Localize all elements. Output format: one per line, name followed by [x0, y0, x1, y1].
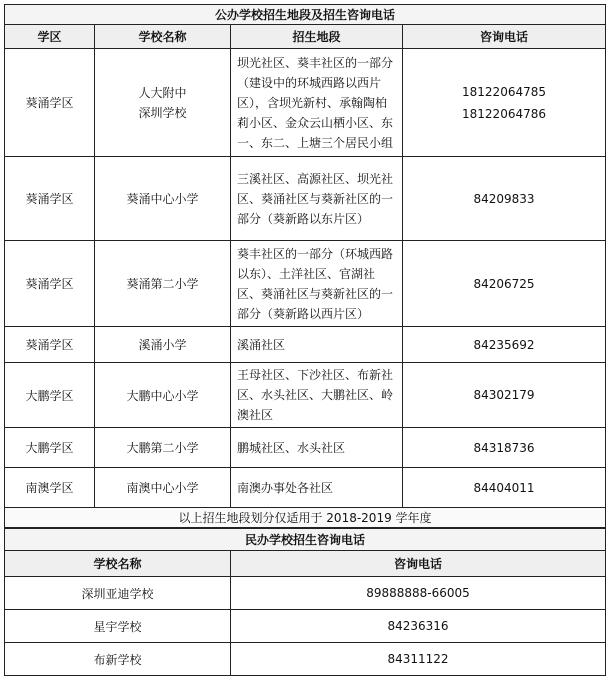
header-phone: 咨询电话: [403, 25, 606, 49]
district-cell: 葵涌学区: [5, 327, 95, 363]
table-row: [5, 428, 606, 468]
area-cell: 三溪社区、高源社区、坝光社区、葵涌社区与葵新社区的一部分（葵新路以东片区）: [231, 157, 403, 241]
header-private-school: 学校名称: [5, 551, 231, 577]
school-cell: 大鹏中心小学: [95, 363, 231, 428]
table-row: [5, 49, 606, 157]
school-cell: 南澳中心小学: [95, 468, 231, 508]
header-district: 学区: [5, 25, 95, 49]
phone-cell: 84404011: [403, 468, 606, 508]
public-schools-table: [4, 4, 606, 528]
private-school-cell: 深圳亚迪学校: [5, 577, 231, 610]
table-row: [5, 241, 606, 327]
phone-cell: 18122064785 18122064786: [403, 49, 606, 157]
table-row: [5, 610, 606, 643]
private-school-cell: 布新学校: [5, 643, 231, 676]
school-cell: 葵涌中心小学: [95, 157, 231, 241]
school-cell: 人大附中 深圳学校: [95, 49, 231, 157]
phone-cell: 84235692: [403, 327, 606, 363]
area-cell: 葵丰社区的一部分（环城西路以东）、土洋社区、官湖社区、葵涌社区与葵新社区的一部分（葵新路以西片区）: [231, 241, 403, 327]
school-cell: 葵涌第二小学: [95, 241, 231, 327]
header-area: 招生地段: [231, 25, 403, 49]
phone-cell: 84302179: [403, 363, 606, 428]
district-cell: 南澳学区: [5, 468, 95, 508]
table-row: [5, 327, 606, 363]
public-table-title: 公办学校招生地段及招生咨询电话: [5, 5, 606, 25]
district-cell: 葵涌学区: [5, 49, 95, 157]
phone-cell: 84209833: [403, 157, 606, 241]
district-cell: 大鹏学区: [5, 363, 95, 428]
header-school: 学校名称: [95, 25, 231, 49]
table-row: [5, 577, 606, 610]
district-cell: 大鹏学区: [5, 428, 95, 468]
school-cell: 溪涌小学: [95, 327, 231, 363]
area-cell: 坝光社区、葵丰社区的一部分（建设中的环城西路以西片区），含坝光新村、承翰陶柏莉小区、金众云山栖小区、东一、东二、上塘三个居民小组: [231, 49, 403, 157]
private-phone-cell: 84311122: [231, 643, 606, 676]
area-cell: 南澳办事处各社区: [231, 468, 403, 508]
school-cell: 大鹏第二小学: [95, 428, 231, 468]
area-cell: 王母社区、下沙社区、布新社区、水头社区、大鹏社区、岭澳社区: [231, 363, 403, 428]
area-cell: 溪涌社区: [231, 327, 403, 363]
header-private-phone: 咨询电话: [231, 551, 606, 577]
table-row: [5, 363, 606, 428]
private-school-cell: 星宇学校: [5, 610, 231, 643]
area-cell: 鹏城社区、水头社区: [231, 428, 403, 468]
district-cell: 葵涌学区: [5, 157, 95, 241]
table-row: [5, 468, 606, 508]
table-row: [5, 157, 606, 241]
phone-cell: 84206725: [403, 241, 606, 327]
private-phone-cell: 89888888-66005: [231, 577, 606, 610]
private-table-title: 民办学校招生咨询电话: [5, 529, 606, 551]
phone-cell: 84318736: [403, 428, 606, 468]
applicability-note: 以上招生地段划分仅适用于 2018-2019 学年度: [5, 508, 606, 528]
private-phone-cell: 84236316: [231, 610, 606, 643]
table-row: [5, 643, 606, 676]
private-schools-table: [4, 528, 606, 676]
district-cell: 葵涌学区: [5, 241, 95, 327]
